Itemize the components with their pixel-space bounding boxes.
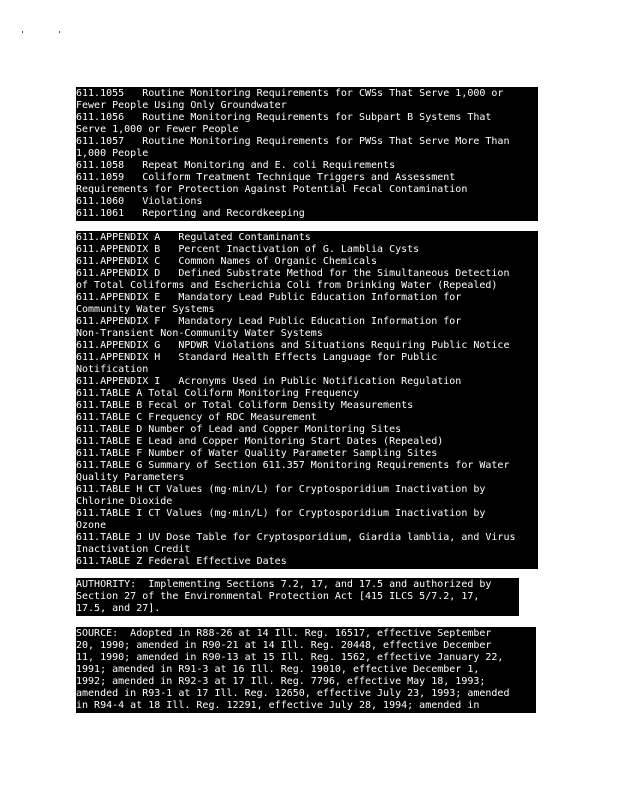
text-line: 611.1059 Coliform Treatment Technique Triggers and Assessment	[76, 172, 456, 183]
text-line: 611.TABLE A Total Coliform Monitoring Frequency	[76, 388, 359, 399]
text-line: 611.TABLE E Lead and Copper Monitoring Start Dates (Repealed)	[76, 436, 444, 447]
text-line: 611.TABLE G Summary of Section 611.357 Monitoring Requirements for Water	[76, 460, 510, 471]
text-line: Community Water Systems	[76, 304, 215, 315]
text-line: 611.1060 Violations	[76, 196, 203, 207]
text-line: 611.TABLE J UV Dose Table for Cryptosporidium, Giardia lamblia, and Virus	[76, 532, 516, 543]
text-line: Non-Transient Non-Community Water Systems	[76, 328, 323, 339]
text-line: 611.APPENDIX I Acronyms Used in Public Notification Regulation	[76, 376, 462, 387]
text-line: 611.1058 Repeat Monitoring and E. coli Requirements	[76, 160, 396, 171]
text-line: 17.5, and 27].	[76, 603, 161, 614]
text-line: 611.APPENDIX G NPDWR Violations and Situations Requiring Public Notice	[76, 340, 510, 351]
text-line: Notification	[76, 364, 149, 375]
text-line: amended in R93-1 at 17 Ill. Reg. 12650, effective July 23, 1993; amended	[76, 688, 510, 699]
text-line: 611.TABLE C Frequency of RDC Measurement	[76, 412, 317, 423]
text-line: Ozone	[76, 520, 107, 531]
text-line: 1991; amended in R91-3 at 16 Ill. Reg. 19010, effective December 1,	[76, 664, 480, 675]
text-line: 611.TABLE F Number of Water Quality Parameter Sampling Sites	[76, 448, 438, 459]
appendix-table-list	[76, 231, 538, 569]
section-list-subpart-y	[76, 87, 538, 221]
text-line: 611.APPENDIX F Mandatory Lead Public Education Information for	[76, 316, 462, 327]
text-line: 611.TABLE I CT Values (mg·min/L) for Cryptosporidium Inactivation by	[76, 508, 486, 519]
text-line: 611.TABLE D Number of Lead and Copper Monitoring Sites	[76, 424, 402, 435]
text-line: 611.APPENDIX E Mandatory Lead Public Education Information for	[76, 292, 462, 303]
authority-note	[76, 578, 519, 616]
text-line: 611.APPENDIX A Regulated Contaminants	[76, 232, 311, 243]
text-line: 611.TABLE H CT Values (mg·min/L) for Cryptosporidium Inactivation by	[76, 484, 486, 495]
text-line: Chlorine Dioxide	[76, 496, 173, 507]
text-line: AUTHORITY: Implementing Sections 7.2, 17, and 17.5 and authorized by	[76, 579, 492, 590]
text-line: Section 27 of the Environmental Protection Act [415 ILCS 5/7.2, 17,	[76, 591, 480, 602]
text-line: of Total Coliforms and Escherichia Coli from Drinking Water (Repealed)	[76, 280, 498, 291]
text-line: 611.1056 Routine Monitoring Requirements for Subpart B Systems That	[76, 112, 492, 123]
text-line: 1992; amended in R92-3 at 17 Ill. Reg. 7796, effective May 18, 1993;	[76, 676, 486, 687]
source-note	[76, 627, 536, 713]
text-line: SOURCE: Adopted in R88-26 at 14 Ill. Reg. 16517, effective September	[76, 628, 492, 639]
text-line: 11, 1990; amended in R90-13 at 15 Ill. Reg. 1562, effective January 22,	[76, 652, 504, 663]
text-line: 611.APPENDIX C Common Names of Organic Chemicals	[76, 256, 378, 267]
text-line: Inactivation Credit	[76, 544, 191, 555]
text-line: 611.APPENDIX H Standard Health Effects Language for Public	[76, 352, 438, 363]
text-line: 611.APPENDIX B Percent Inactivation of G. Lamblia Cysts	[76, 244, 420, 255]
text-line: 611.1057 Routine Monitoring Requirements for PWSs That Serve More Than	[76, 136, 510, 147]
text-line: Requirements for Protection Against Potential Fecal Contamination	[76, 184, 468, 195]
text-line: 611.TABLE Z Federal Effective Dates	[76, 556, 287, 567]
text-line: Fewer People Using Only Groundwater	[76, 100, 287, 111]
scan-mark-right: '	[57, 30, 62, 39]
scan-mark-left: '	[20, 30, 25, 39]
text-line: Quality Parameters	[76, 472, 185, 483]
text-line: 611.TABLE B Fecal or Total Coliform Density Measurements	[76, 400, 414, 411]
text-line: Serve 1,000 or Fewer People	[76, 124, 239, 135]
text-line: 1,000 People	[76, 148, 149, 159]
text-line: in R94-4 at 18 Ill. Reg. 12291, effective July 28, 1994; amended in	[76, 700, 480, 711]
text-line: 611.1061 Reporting and Recordkeeping	[76, 208, 305, 219]
text-line: 20, 1990; amended in R90-21 at 14 Ill. Reg. 20448, effective December	[76, 640, 492, 651]
text-line: 611.1055 Routine Monitoring Requirements for CWSs That Serve 1,000 or	[76, 88, 504, 99]
text-line: 611.APPENDIX D Defined Substrate Method for the Simultaneous Detection	[76, 268, 510, 279]
